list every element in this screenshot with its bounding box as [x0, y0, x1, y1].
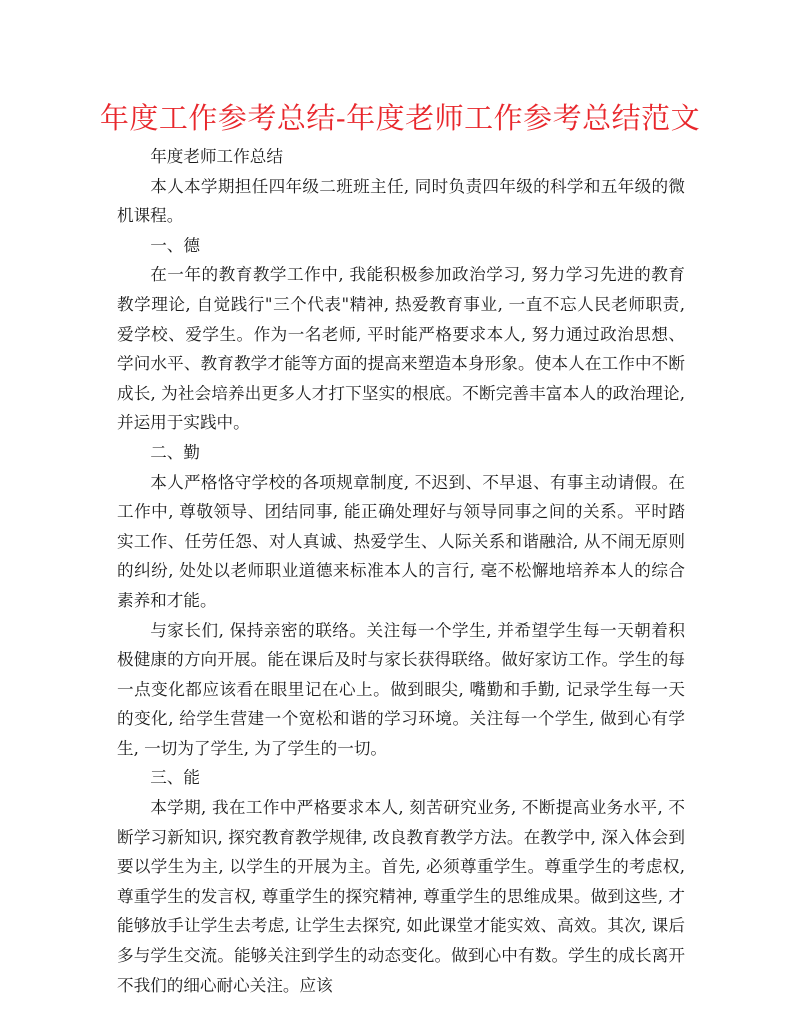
paragraph-neng: 本学期, 我在工作中严格要求本人, 刻苦研究业务, 不断提高业务水平, 不断学习新知识, 探究教育教学规律, 改良教育教学方法。在教学中, 深入体会到要以学生为主, 以学生的开展为主。首先, 必须尊重学生。尊重学生的考虑权, 尊重学生的发言权, 尊重学生的探究精神, 尊重学生的思维成果。做到这些, 才能够放手让学生去考虑, 让学生去探究, 如此课堂才能实效、高效。其次, 课后多与学生交流。能够关注到学生的动态变化。做到心中有数。学生的成长离开不我们的细心耐心关注。应该 [117, 798, 685, 995]
section-heading-qin: 二、勤 [150, 442, 200, 462]
document-body [117, 142, 685, 1000]
document-title: 年度工作参考总结-年度老师工作参考总结范文 [99, 101, 701, 135]
section-heading-de: 一、德 [150, 235, 200, 255]
subtitle: 年度老师工作总结 [150, 147, 283, 166]
paragraph-de: 在一年的教育教学工作中, 我能积极参加政治学习, 努力学习先进的教育教学理论, 自觉践行"三个代表"精神, 热爱教育事业, 一直不忘人民老师职责, 爱学校、爱学生。作为一名老师, 平时能严格要求本人, 努力通过政治思想、学问水平、教育教学才能等方面的提高来塑造本身形象。使本人在工作中不断成长, 为社会培养出更多人才打下坚实的根底。不断完善丰富本人的政治理论, 并运用于实践中。 [117, 265, 685, 433]
section-heading-neng: 三、能 [150, 768, 200, 788]
paragraph-parents: 与家长们, 保持亲密的联络。关注每一个学生, 并希望学生每一天朝着积极健康的方向开展。能在课后及时与家长获得联络。做好家访工作。学生的每一点变化都应该看在眼里记在心上。做到眼尖, 嘴勤和手勤, 记录学生每一天的变化, 给学生营建一个宽松和谐的学习环境。关注每一个学生, 做到心有学生, 一切为了学生, 为了学生的一切。 [117, 620, 685, 758]
paragraph-qin: 本人严格恪守学校的各项规章制度, 不迟到、不早退、有事主动请假。在工作中, 尊敬领导、团结同事, 能正确处理好与领导同事之间的关系。平时踏实工作、任劳任怨、对人真诚、热爱学生、人际关系和谐融洽, 从不闹无原则的纠纷, 处处以老师职业道德来标准本人的言行, 毫不松懈地培养本人的综合素养和才能。 [117, 472, 685, 610]
intro-paragraph: 本人本学期担任四年级二班班主任, 同时负责四年级的科学和五年级的微机课程。 [117, 176, 685, 226]
